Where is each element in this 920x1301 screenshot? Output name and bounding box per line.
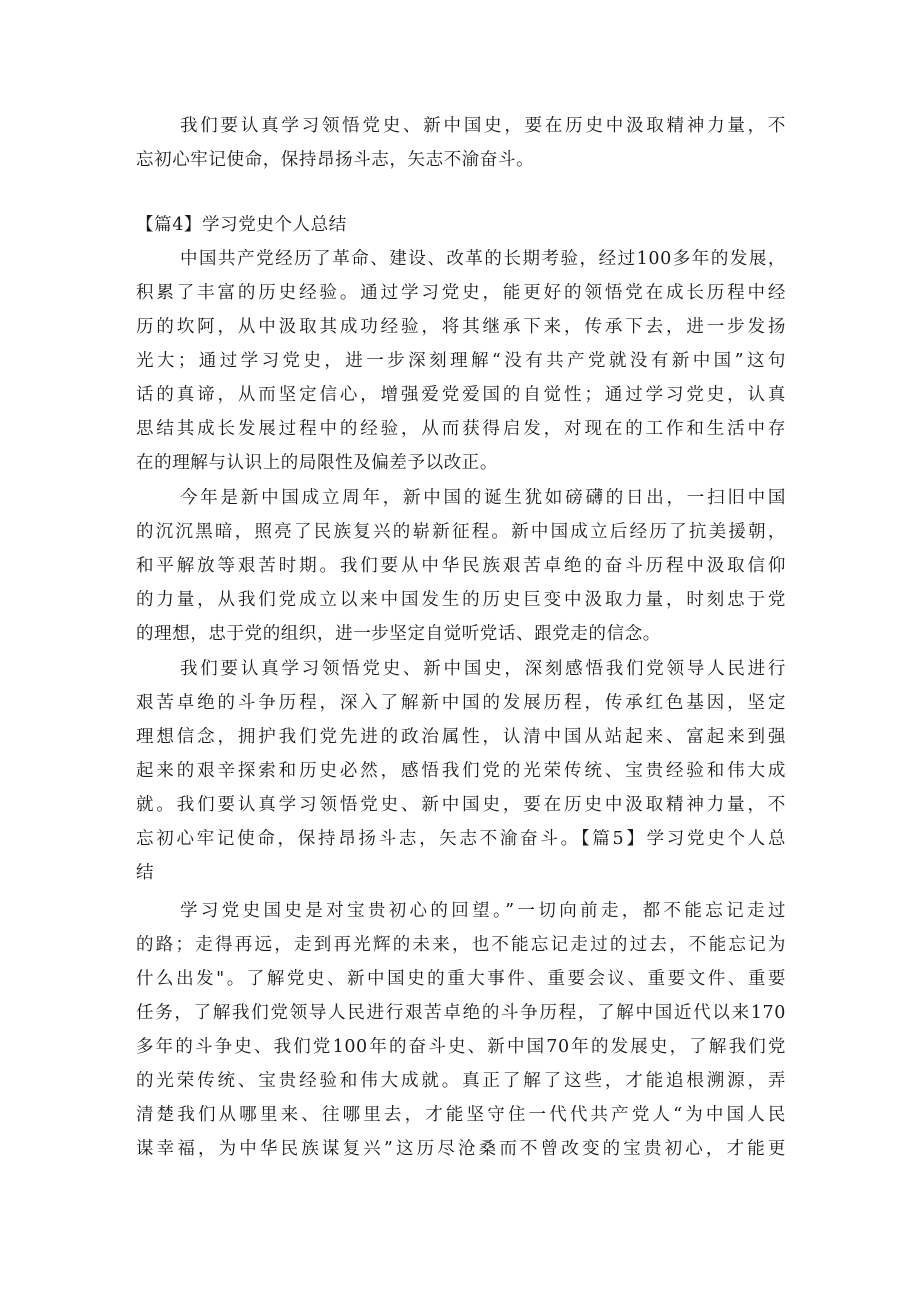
paragraph-line: 结 [136,863,155,883]
paragraph-line: 今年是新中国成立周年，新中国的诞生犹如磅礴的日出，一扫旧中国 [180,488,786,508]
paragraph-line: 就。我们要认真学习领悟党史、新中国史，要在历史中汲取精神力量，不 [136,795,786,815]
section-heading: 【篇4】学习党史个人总结 [136,215,347,235]
paragraph-line: 的路；走得再远，走到再光辉的未来，也不能忘记走过的过去，不能忘记为 [136,935,786,955]
paragraph-line: 思结其成长发展过程中的经验，从而获得启发，对现在的工作和生活中存 [136,419,786,439]
paragraph-line: 艰苦卓绝的斗争历程，深入了解新中国的发展历程，传承红色基因，坚定 [136,693,786,713]
paragraph-line: 多年的斗争史、我们党100年的奋斗史、新中国70年的发展史，了解我们党 [136,1037,786,1057]
paragraph-line: 忘初心牢记使命，保持昂扬斗志，矢志不渝奋斗。【篇5】学习党史个人总 [136,829,786,849]
paragraph-line: 我们要认真学习领悟党史、新中国史，深刻感悟我们党领导人民进行 [180,659,786,679]
paragraph-line: 的力量，从我们党成立以来中国发生的历史巨变中汲取力量，时刻忠于党 [136,590,786,610]
paragraph-line: 谋幸福，为中华民族谋复兴”这历尽沧桑而不曾改变的宝贵初心，才能更 [136,1139,786,1159]
paragraph-line: 清楚我们从哪里来、往哪里去，才能坚守住一代代共产党人“为中国人民 [136,1105,786,1125]
paragraph-line: 和平解放等艰苦时期。我们要从中华民族艰苦卓绝的奋斗历程中汲取信仰 [136,556,786,576]
paragraph-line: 话的真谛，从而坚定信心，增强爱党爱国的自觉性；通过学习党史，认真 [136,385,786,405]
paragraph-line: 的沉沉黑暗，照亮了民族复兴的崭新征程。新中国成立后经历了抗美援朝， [136,522,786,542]
paragraph-line: 学习党史国史是对宝贵初心的回望。”一切向前走，都不能忘记走过 [180,901,786,921]
paragraph-line: 光大；通过学习党史，进一步深刻理解“没有共产党就没有新中国”这句 [136,351,786,371]
paragraph-line: 积累了丰富的历史经验。通过学习党史，能更好的领悟党在成长历程中经 [136,283,786,303]
paragraph-line: 我们要认真学习领悟党史、新中国史，要在历史中汲取精神力量，不 [180,116,786,136]
paragraph-line: 起来的艰辛探索和历史必然，感悟我们党的光荣传统、宝贵经验和伟大成 [136,761,786,781]
paragraph-line: 中国共产党经历了革命、建设、改革的长期考验，经过100多年的发展， [180,249,786,269]
paragraph-line: 的光荣传统、宝贵经验和伟大成就。真正了解了这些，才能追根溯源，弄 [136,1071,786,1091]
paragraph-line: 什么出发"。了解党史、新中国史的重大事件、重要会议、重要文件、重要 [136,969,786,989]
paragraph-line: 的理想，忠于党的组织，进一步坚定自觉听党话、跟党走的信念。 [136,624,661,644]
paragraph-line: 在的理解与认识上的局限性及偏差予以改正。 [136,453,498,473]
paragraph-line: 忘初心牢记使命，保持昂扬斗志，矢志不渝奋斗。 [136,150,535,170]
paragraph-line: 理想信念，拥护我们党先进的政治属性，认清中国从站起来、富起来到强 [136,727,786,747]
paragraph-line: 历的坎阿，从中汲取其成功经验，将其继承下来，传承下去，进一步发扬 [136,317,786,337]
paragraph-line: 任务，了解我们党领导人民进行艰苦卓绝的斗争历程，了解中国近代以来170 [136,1003,786,1023]
